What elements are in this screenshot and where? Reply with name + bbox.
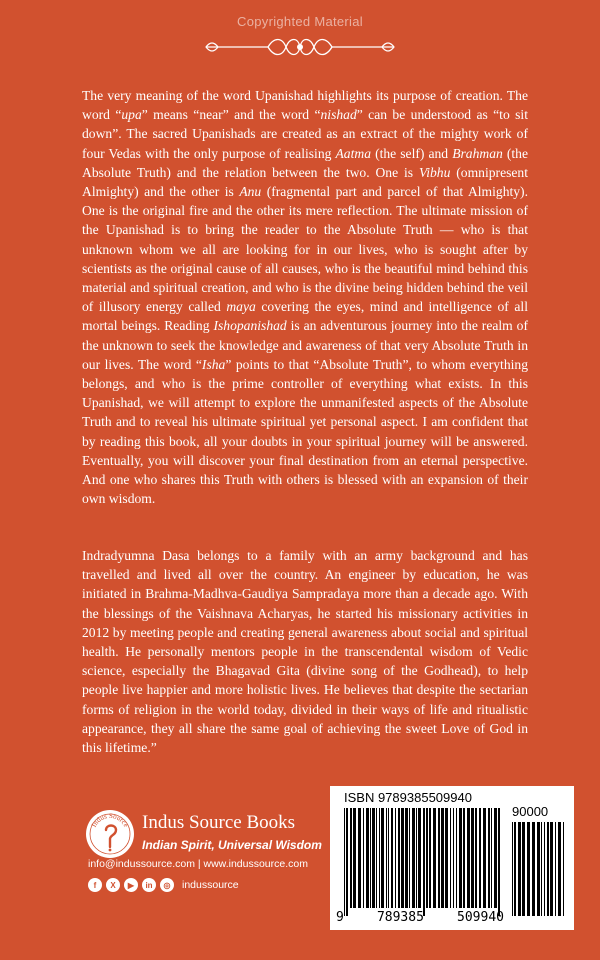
barcode-bar <box>537 822 540 916</box>
barcode-price-code: 90000 <box>512 804 549 819</box>
barcode-bar <box>418 808 421 908</box>
barcode-bar <box>544 822 545 916</box>
barcode-bar <box>475 808 477 908</box>
isbn-barcode <box>330 786 574 930</box>
barcode-bar <box>379 808 380 908</box>
barcode-bar <box>463 808 465 908</box>
instagram-icon: ◎ <box>160 878 174 892</box>
barcode-bar <box>518 822 521 916</box>
barcode-digits <box>336 910 504 925</box>
barcode-bar <box>401 808 404 908</box>
svg-text:Indus Source: Indus Source <box>89 811 130 829</box>
barcode-bar <box>366 808 369 908</box>
barcode-bar <box>450 808 451 908</box>
barcode-bar <box>423 808 425 916</box>
author-bio-paragraph: Indradyumna Dasa belongs to a family with an army background and has travelled and lived all over the country. An engineer by education, he was initiated in Brahma-Madhva-Gaudiya Sampradaya more than a decade ago. With the blessings of the Vaishnava Acharyas, he started his missionary activities in 2012 by meeting people and creating general awareness about social and spiritual health. He personally mentors people in the transcendental wisdom of Vedic science, especially the Bhagavad Gita (divine song of the Godhead), to help people live happier and more holistic lives. He believes that despite the sectarian forms of religion in the world today, divided in their ways of life and ritualistic appearance, they all share the same goal of achieving the sweet Love of God in this lifetime.” <box>82 548 528 756</box>
social-handle: indussource <box>182 879 239 891</box>
isbn-label: ISBN 9789385509940 <box>344 790 472 805</box>
barcode-bar <box>344 808 345 916</box>
barcode-bar <box>547 822 549 916</box>
barcode-bar <box>494 808 497 908</box>
barcode-bar <box>558 822 561 916</box>
publisher-name: Indus Source Books <box>142 812 296 833</box>
decorative-divider-ornament <box>200 34 400 60</box>
barcode-bar <box>467 808 470 908</box>
book-description-paragraph: The very meaning of the word Upanishad highlights its purpose of creation. The word “upa” means “near” and the word “nishad” can be understood as “to sit down”. The sacred Upanishads are created as an extract of the mighty work of four Vedas with the only purpose of realising Aatma (the self) and Brahman (the Absolute Truth) and the relation between the two. One is Vibhu (omnipresent Almighty) and the other is Anu (fragmental part and parcel of that Almighty). One is the original fire and the other its mere reflection. The ultimate mission of the Upanishad is to bring the reader to the Absolute Truth — who is that unknown whom we all are looking for in our lives, who is sought after by scientists as the original cause of all causes, who is the beautiful mind behind this material and spiritual creation, and who is the divine being hidden behind the veil of illusory energy called maya covering the eyes, mind and intelligence of all mortal beings. Reading Ishopanishad is an adventurous journey into the realm of the unknown to seek the knowledge and awareness of that very Absolute Truth in our lives. The word “Isha” points to that “Absolute Truth”, to whom everything belongs, and who is the prime controller of everything what exists. In this Upanishad, we will attempt to explore the unmanifested aspects of the Absolute Truth and to reveal his ultimate spiritual yet personal aspect. I am confident that by reading this book, all your doubts in your spiritual journey will be answered. Eventually, you will discover your final destination from an eternal perspective. And one who shares this Truth with others is blessed with an expansion of their own wisdom. <box>82 88 529 507</box>
facebook-icon: f <box>88 878 102 892</box>
barcode-bar <box>391 808 393 908</box>
publisher-block <box>86 808 346 918</box>
x-icon: X <box>106 878 120 892</box>
youtube-icon: ▶ <box>124 878 138 892</box>
barcode-bar <box>479 808 481 908</box>
barcode-bar <box>532 822 535 916</box>
publisher-tagline: Indian Spirit, Universal Wisdom <box>142 838 322 852</box>
barcode-bar <box>358 808 361 908</box>
barcode-bar <box>555 822 556 916</box>
barcode-bar <box>370 808 371 908</box>
barcode-bar <box>350 808 352 908</box>
publisher-logo <box>86 810 134 858</box>
barcode-bar <box>491 808 492 908</box>
barcode-bar <box>541 822 542 916</box>
barcode-bar <box>353 808 356 908</box>
barcode-bar <box>483 808 486 908</box>
barcode-bar <box>471 808 474 908</box>
barcode-bar <box>376 808 377 908</box>
barcode-bar <box>346 808 348 916</box>
barcode-bar <box>445 808 448 908</box>
barcode-bar <box>388 808 389 908</box>
barcode-bar <box>453 808 454 908</box>
barcode-bar <box>395 808 396 908</box>
barcode-bar <box>381 808 384 908</box>
barcode-bar <box>527 822 530 916</box>
barcode-bar <box>514 822 516 916</box>
barcode-lead-digit: 9 <box>336 910 344 925</box>
barcode-bar <box>441 808 444 908</box>
barcode-group-1: 789385 <box>376 910 424 925</box>
barcode-bar <box>488 808 490 908</box>
barcode-bar <box>363 808 364 908</box>
barcode-bar <box>433 808 436 908</box>
linkedin-icon: in <box>142 878 156 892</box>
barcode-bar <box>398 808 400 908</box>
barcode-bar <box>412 808 415 908</box>
barcode-bar <box>459 808 462 908</box>
barcode-bar <box>456 808 457 908</box>
barcode-bar <box>372 808 375 908</box>
barcode-bar <box>409 808 410 908</box>
barcode-bar <box>550 822 553 916</box>
copyright-watermark: Copyrighted Material <box>237 14 363 29</box>
barcode-bar <box>416 808 417 908</box>
barcode-group-2: 509940 <box>457 910 504 925</box>
barcode-bar <box>498 808 500 916</box>
publisher-contact: info@indussource.com | www.indussource.com <box>88 858 308 870</box>
barcode-bar <box>386 808 387 908</box>
barcode-bar <box>426 808 428 908</box>
barcode-bar <box>405 808 408 908</box>
barcode-bar <box>512 822 513 916</box>
barcode-bar <box>438 808 440 908</box>
barcode-bar <box>522 822 525 916</box>
barcode-bar <box>429 808 431 908</box>
barcode-bar <box>563 822 564 916</box>
social-links <box>88 878 239 892</box>
